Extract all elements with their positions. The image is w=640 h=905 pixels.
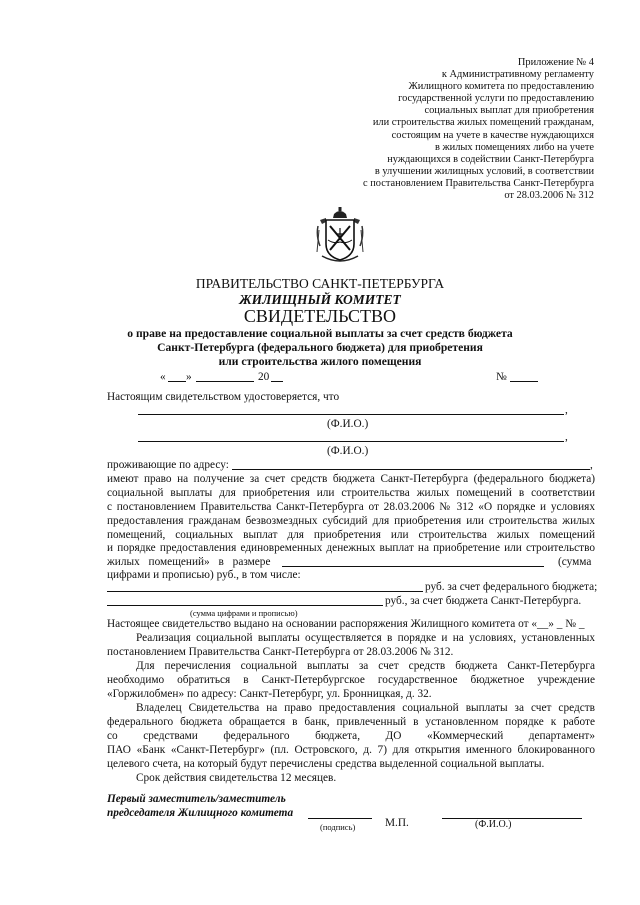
- coat-of-arms-icon: [316, 206, 364, 266]
- fio-field-2[interactable]: [138, 441, 564, 442]
- paragraph-line: и порядке предоставления единовременных денежных выплат на приобретение или строительство: [107, 542, 595, 554]
- comma: ,: [565, 404, 568, 416]
- paragraph-line: Для перечисления социальной выплаты за счет средств бюджета Санкт-Петербурга: [136, 660, 595, 672]
- paragraph-line: со средствами федерального бюджета, ДО «Коммерческий департамент»: [107, 730, 595, 742]
- amount-field[interactable]: [282, 566, 544, 567]
- address-field[interactable]: [232, 469, 590, 470]
- comma: ,: [590, 459, 593, 471]
- federal-amount-label: руб. за счет федерального бюджета;: [425, 581, 598, 593]
- signature-field[interactable]: [308, 818, 372, 819]
- appendix-line: Приложение № 4: [517, 57, 594, 68]
- document-title: СВИДЕТЕЛЬСТВО: [243, 306, 397, 326]
- paragraph-line: федерального бюджета обращается в банк, привлеченный в установленном порядке к работе: [107, 716, 595, 728]
- stamp-place: М.П.: [385, 817, 409, 829]
- appendix-line: с постановлением Правительства Санкт-Петербурга: [363, 177, 594, 189]
- spb-amount-label: руб., за счет бюджета Санкт-Петербурга.: [385, 595, 582, 607]
- paragraph-line: Реализация социальной выплаты осуществляется в порядке и на условиях, установленных: [136, 632, 595, 644]
- validity-text: Срок действия свидетельства 12 месяцев.: [136, 772, 337, 784]
- committee-heading: ЖИЛИЩНЫЙ КОМИТЕТ: [239, 292, 401, 307]
- appendix-line: в улучшении жилищных условий, в соответствии: [374, 165, 594, 177]
- paragraph-line: имеют право на получение за счет средств бюджета Санкт-Петербурга (федерального бюджета): [107, 473, 595, 485]
- appendix-line: в жилых помещениях либо на учете: [434, 141, 594, 153]
- appendix-line: или строительства жилых помещений гражданам,: [372, 117, 594, 129]
- number-blank[interactable]: [510, 381, 538, 382]
- paragraph-line: ПАО «Банк «Санкт-Петербург» (пл. Островского, д. 7) для открытия именного блокированного: [107, 744, 595, 756]
- date-day-blank[interactable]: [168, 381, 186, 382]
- size-text-continued: цифрами и прописью) руб., в том числе:: [107, 569, 301, 581]
- sum-caption: (сумма цифрами и прописью): [190, 608, 298, 618]
- federal-amount-field[interactable]: [107, 591, 423, 592]
- appendix-line: состоящим на учете в качестве нуждающихся: [391, 129, 594, 141]
- size-text: жилых помещений» в размере: [107, 556, 271, 568]
- date-month-blank[interactable]: [196, 381, 254, 382]
- paragraph-line: постановлением Правительства Санкт-Петербурга от 28.03.2006 № 312.: [107, 646, 454, 658]
- paragraph-line: с постановлением Правительства Санкт-Петербурга от 28.03.2006 № 312 «О порядке и условиях: [107, 501, 595, 513]
- issued-basis: Настоящее свидетельство выдано на основании распоряжения Жилищного комитета от «__» _ № _: [107, 618, 585, 630]
- appendix-line: Жилищного комитета по предоставлению: [408, 81, 594, 93]
- certify-text: Настоящим свидетельством удостоверяется, что: [107, 391, 340, 403]
- date-day-close: »: [186, 371, 192, 383]
- date-year-blank[interactable]: [271, 381, 283, 382]
- government-heading: ПРАВИТЕЛЬСТВО САНКТ-ПЕТЕРБУРГА: [195, 276, 445, 291]
- appendix-line: государственной услуги по предоставлению: [398, 93, 594, 105]
- signature-caption: (подпись): [320, 822, 356, 832]
- appendix-line: от 28.03.2006 № 312: [504, 190, 594, 202]
- subtitle-line: или строительства жилого помещения: [218, 355, 422, 368]
- fio-field-1[interactable]: [138, 414, 564, 415]
- signatory-fio-caption: (Ф.И.О.): [475, 819, 512, 830]
- paragraph-line: социальной выплаты для приобретения или строительства жилых помещений в соответствии: [107, 487, 595, 499]
- appendix-line: нуждающихся в содействии Санкт-Петербурга: [387, 153, 594, 165]
- paragraph-line: целевого счета, на который будут перечислены средства выделенной социальной выплаты.: [107, 758, 545, 770]
- date-day-open: «: [160, 371, 166, 383]
- subtitle-line: Санкт-Петербурга (федерального бюджета) для приобретения: [157, 341, 483, 354]
- appendix-block: [274, 57, 594, 202]
- signatory-title: председателя Жилищного комитета: [107, 807, 294, 819]
- signatory-title: Первый заместитель/заместитель: [107, 793, 286, 805]
- fio-caption: (Ф.И.О.): [327, 445, 369, 457]
- paragraph-line: помещений, социальных выплат для приобретения или строительства жилых помещений: [107, 529, 595, 541]
- appendix-line: к Административному регламенту: [441, 69, 594, 81]
- fio-caption: (Ф.И.О.): [327, 418, 369, 430]
- number-label: №: [496, 371, 507, 383]
- paragraph-line: Владелец Свидетельства на право предоставления социальной выплаты за счет средств: [136, 702, 595, 714]
- date-year-prefix: 20: [258, 371, 270, 383]
- paragraph-line: «Горжилобмен» по адресу: Санкт-Петербург, ул. Бронницкая, д. 32.: [107, 688, 432, 700]
- paragraph-line: предоставления гражданам безвозмездных субсидий для приобретения или строительства жилых: [107, 515, 595, 527]
- subtitle-line: о праве на предоставление социальной выплаты за счет средств бюджета: [127, 327, 513, 340]
- address-label: проживающие по адресу:: [107, 459, 229, 471]
- signatory-name-field[interactable]: [442, 818, 582, 819]
- comma: ,: [565, 431, 568, 443]
- appendix-line: социальных выплат для приобретения: [424, 105, 594, 117]
- paragraph-line: необходимо обратиться в Санкт-Петербургское государственное бюджетное учреждение: [107, 674, 595, 686]
- sum-caption-inline: (сумма: [558, 556, 592, 568]
